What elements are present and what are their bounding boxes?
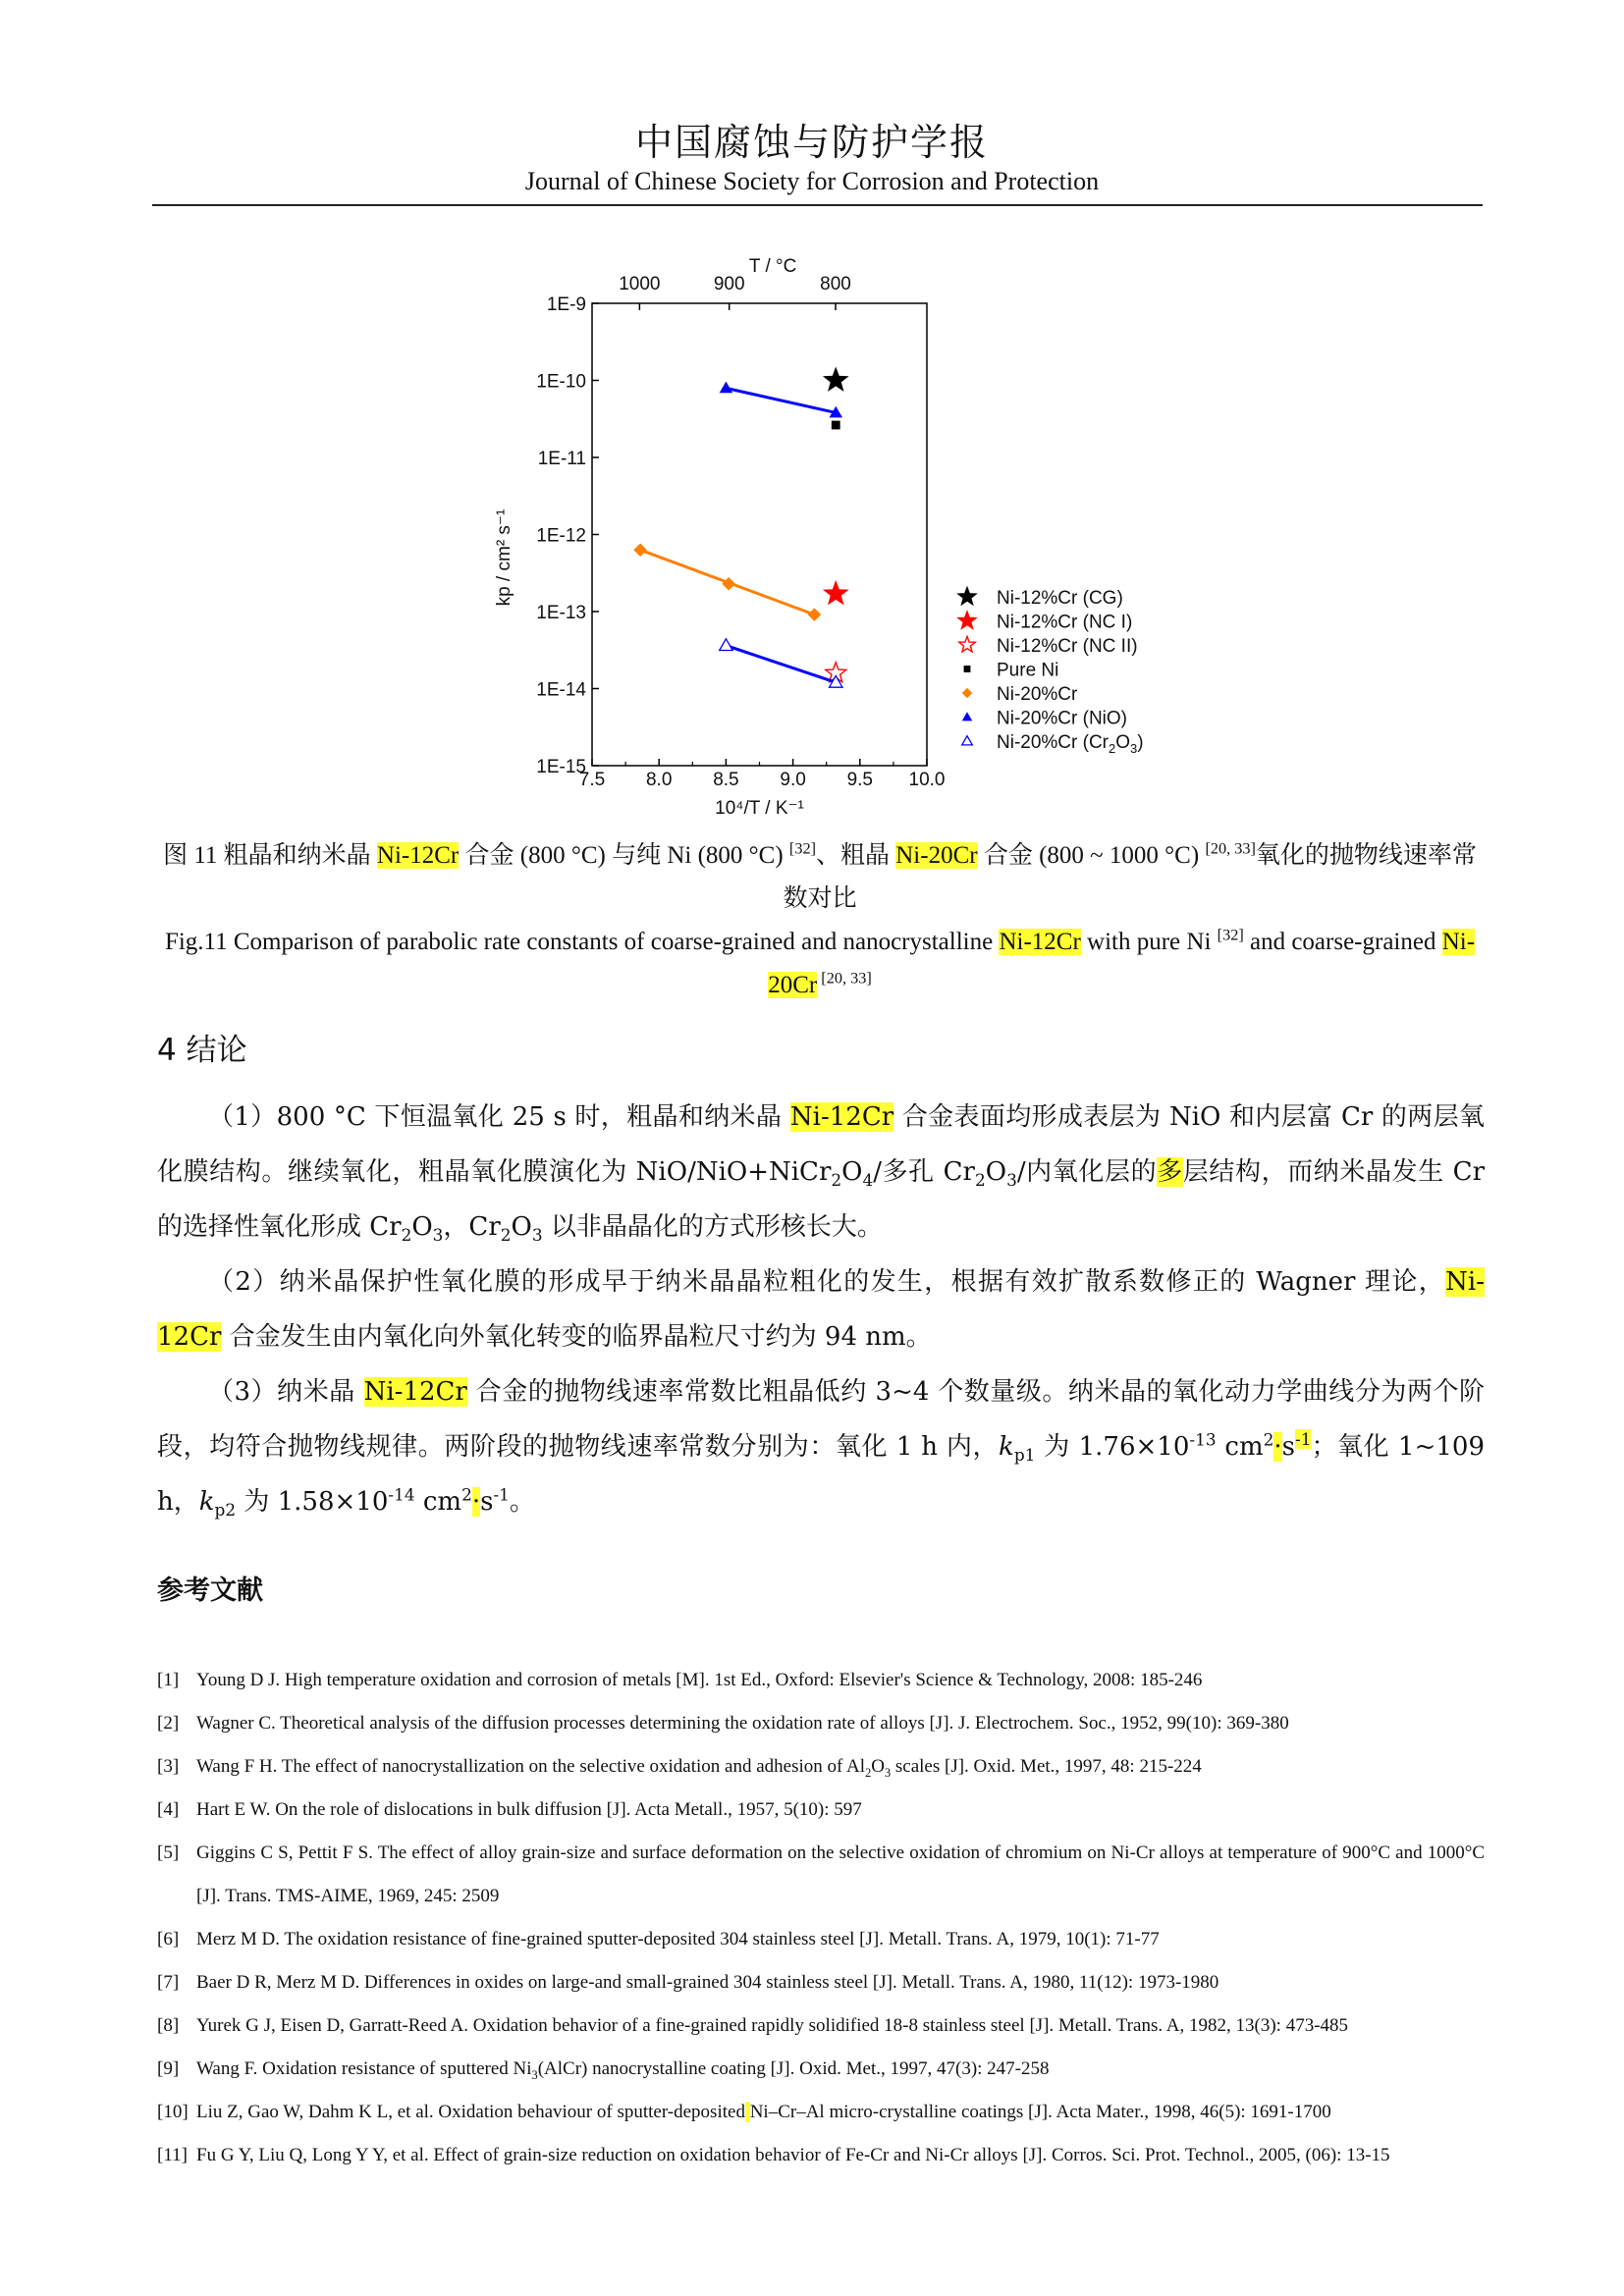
x-tick-label: 10.0 bbox=[908, 770, 946, 790]
top-tick-label: 900 bbox=[713, 274, 745, 294]
legend-label: Ni-20%Cr bbox=[997, 684, 1078, 705]
legend-label: Ni-12%Cr (NC I) bbox=[997, 612, 1133, 633]
legend-label: Ni-12%Cr (CG) bbox=[997, 588, 1123, 609]
top-tick-label: 1000 bbox=[619, 274, 661, 294]
fit-line bbox=[726, 388, 836, 412]
journal-title-en: Journal of Chinese Society for Corrosion and Protection bbox=[524, 167, 1100, 195]
top-axis-label: T / °C bbox=[748, 256, 797, 277]
reference-item: [5] Giggins C S, Pettit F S. The effect of alloy grain-size and surface deformation on the selective oxidation of chromium on Ni-Cr alloys at temperature of 900°C and 1000°C [J]. Trans. TMS-AIME, 1969, 245: 2509 bbox=[157, 1842, 1485, 1906]
reference-item: [7] Baer D R, Merz M D. Differences in oxides on large-and small-grained 304 stainless steel [J]. Metall. Trans. A, 1980, 11(12): 1973-1980 bbox=[157, 1972, 1219, 1993]
y-tick-label: 1E-14 bbox=[536, 679, 586, 701]
legend-label: Ni-20%Cr (NiO) bbox=[997, 708, 1127, 729]
reference-item: [11] Fu G Y, Liu Q, Long Y Y, et al. Effect of grain-size reduction on oxidation behavior of Fe-Cr and Ni-Cr alloys [J]. Corros. Sci. Prot. Technol., 2005, (06): 13-15 bbox=[157, 2145, 1390, 2165]
x-axis-label: 10⁴/T / K⁻¹ bbox=[715, 798, 804, 819]
reference-item: [4] Hart E W. On the role of dislocations in bulk diffusion [J]. Acta Metall., 1957, 5(10): 597 bbox=[157, 1799, 862, 1820]
figure-caption-en: Fig.11 Comparison of parabolic rate constants of coarse-grained and nanocrystalline Ni-12Cr with pure Ni [32] and coarse-grained Ni-20Cr [20, 33] bbox=[164, 926, 1476, 998]
plot-frame bbox=[592, 303, 927, 766]
y-tick-label: 1E-10 bbox=[536, 371, 586, 393]
reference-item: [3] Wang F H. The effect of nanocrystallization on the selective oxidation and adhesion of $Al_2O_3$ scales [J]. Oxid. Met., 1997, 48: 215-224 bbox=[157, 1756, 1202, 1780]
legend-marker bbox=[958, 588, 976, 605]
section-title-conclusion: 4 结论 bbox=[157, 1033, 247, 1068]
reference-item: [1] Young D J. High temperature oxidation and corrosion of metals [M]. 1st Ed., Oxford: Elsevier's Science & Technology, 2008: 185-246 bbox=[157, 1670, 1203, 1690]
y-tick-label: 1E-9 bbox=[546, 294, 586, 315]
data-point bbox=[722, 577, 735, 591]
fit-line bbox=[726, 646, 836, 683]
data-point bbox=[825, 582, 847, 604]
y-tick-label: 1E-15 bbox=[536, 757, 586, 777]
highlight-ni12cr: Ni-12Cr bbox=[376, 842, 460, 869]
reference-item: [9] Wang F. Oxidation resistance of sputtered $Ni_3(AlCr)$ nanocrystalline coating [J]. Oxid. Met., 1997, 47(3): 247-258 bbox=[157, 2058, 1050, 2082]
x-tick-label: 7.5 bbox=[578, 770, 606, 790]
legend-label: Pure Ni bbox=[997, 660, 1059, 681]
reference-item: [6] Merz M D. The oxidation resistance of fine-grained sputter-deposited 304 stainless steel [J]. Metall. Trans. A, 1979, 10(1): 71-77 bbox=[157, 1929, 1160, 1949]
legend-marker bbox=[958, 612, 976, 628]
top-tick-label: 800 bbox=[820, 274, 851, 294]
figure-11-chart bbox=[0, 0, 1624, 825]
references-title: 参考文献 bbox=[157, 1575, 263, 1606]
reference-item: [2] Wagner C. Theoretical analysis of the diffusion processes determining the oxidation rate of alloys [J]. J. Electrochem. Soc., 1952, 99(10): 369-380 bbox=[157, 1713, 1289, 1734]
figure-caption-cn: 图 11 粗晶和纳米晶 Ni-12Cr 合金 (800 °C) 与纯 Ni (800 °C) [32]、粗晶 Ni-20Cr 合金 (800 ~ 1000 °C) [20, 33]氧化的抛物线速率常数对比 bbox=[163, 839, 1477, 912]
legend-marker bbox=[962, 712, 973, 721]
data-point bbox=[825, 369, 847, 391]
x-tick-label: 8.0 bbox=[645, 770, 673, 790]
y-tick-label: 1E-13 bbox=[536, 603, 586, 623]
x-tick-label: 8.5 bbox=[713, 770, 739, 790]
highlight-ni12cr: Ni-12Cr bbox=[999, 929, 1081, 955]
data-point bbox=[832, 421, 840, 430]
data-point bbox=[633, 543, 647, 557]
x-tick-label: 9.0 bbox=[780, 770, 806, 790]
legend-marker bbox=[959, 636, 975, 652]
data-point bbox=[720, 639, 733, 651]
highlight-ni20cr: Ni-20Cr bbox=[768, 929, 1476, 998]
conclusion-paragraph-3: （3）纳米晶 Ni-12Cr 合金的抛物线速率常数比粗晶低约 3~4 个数量级。纳米晶的氧化动力学曲线分为两个阶段，均符合抛物线规律。两阶段的抛物线速率常数分别为：氧化 1 h 内，$k_{p1}$ 为 $1.76\times 10^{-13}$ $cm^2\cdot s^{-1}$；氧化 1~109 h，$k_{p2}$ 为 $1.58\times 10^{-14}$ $cm^2\cdot s^{-1}$。 bbox=[157, 1377, 1486, 1521]
highlight-ni20cr: Ni-20Cr bbox=[895, 842, 978, 869]
conclusion-paragraph-2: （2）纳米晶保护性氧化膜的形成早于纳米晶晶粒粗化的发生，根据有效扩散系数修正的 Wagner 理论，Ni-12Cr 合金发生由内氧化向外氧化转变的临界晶粒尺寸约为 94 nm。 bbox=[157, 1267, 1485, 1352]
data-point bbox=[808, 608, 822, 621]
y-tick-label: 1E-12 bbox=[536, 525, 586, 547]
legend-marker bbox=[962, 688, 973, 699]
data-point bbox=[720, 382, 733, 394]
y-tick-label: 1E-11 bbox=[537, 449, 586, 469]
x-tick-label: 9.5 bbox=[846, 770, 874, 790]
reference-list bbox=[157, 1659, 1485, 2177]
reference-item: [8] Yurek G J, Eisen D, Garratt-Reed A. Oxidation behavior of a fine-grained rapidly solidified 18-8 stainless steel [J]. Metall. Trans. A, 1982, 13(3): 473-485 bbox=[157, 2015, 1349, 2036]
legend-marker bbox=[964, 666, 971, 672]
y-axis-label: kp / cm² s⁻¹ bbox=[494, 508, 514, 607]
journal-title-cn: 中国腐蚀与防护学报 bbox=[634, 121, 989, 164]
reference-item: [10] Liu Z, Gao W, Dahm K L, et al. Oxidation behaviour of sputter-deposited Ni–Cr–Al micro-crystalline coatings [J]. Acta Mater., 1998, 46(5): 1691-1700 bbox=[157, 2102, 1331, 2122]
legend-marker bbox=[962, 736, 973, 745]
conclusion-paragraph-1: （1）800 °C 下恒温氧化 25 s 时，粗晶和纳米晶 Ni-12Cr 合金表面均形成表层为 NiO 和内层富 Cr 的两层氧化膜结构。继续氧化，粗晶氧化膜演化为 NiO/$NiO+NiCr_2O_4/$多孔 $Cr_2O_3/$内氧化层的多层结构，而纳米晶发生 Cr 的选择性氧化形成 $Cr_2O_3$，$Cr_2O_3$ 以非晶晶化的方式形核长大。 bbox=[157, 1102, 1485, 1246]
legend-label: Ni-20%Cr $(Cr_2O_3)$ bbox=[997, 732, 1144, 756]
legend-label: Ni-12%Cr (NC II) bbox=[997, 636, 1138, 657]
